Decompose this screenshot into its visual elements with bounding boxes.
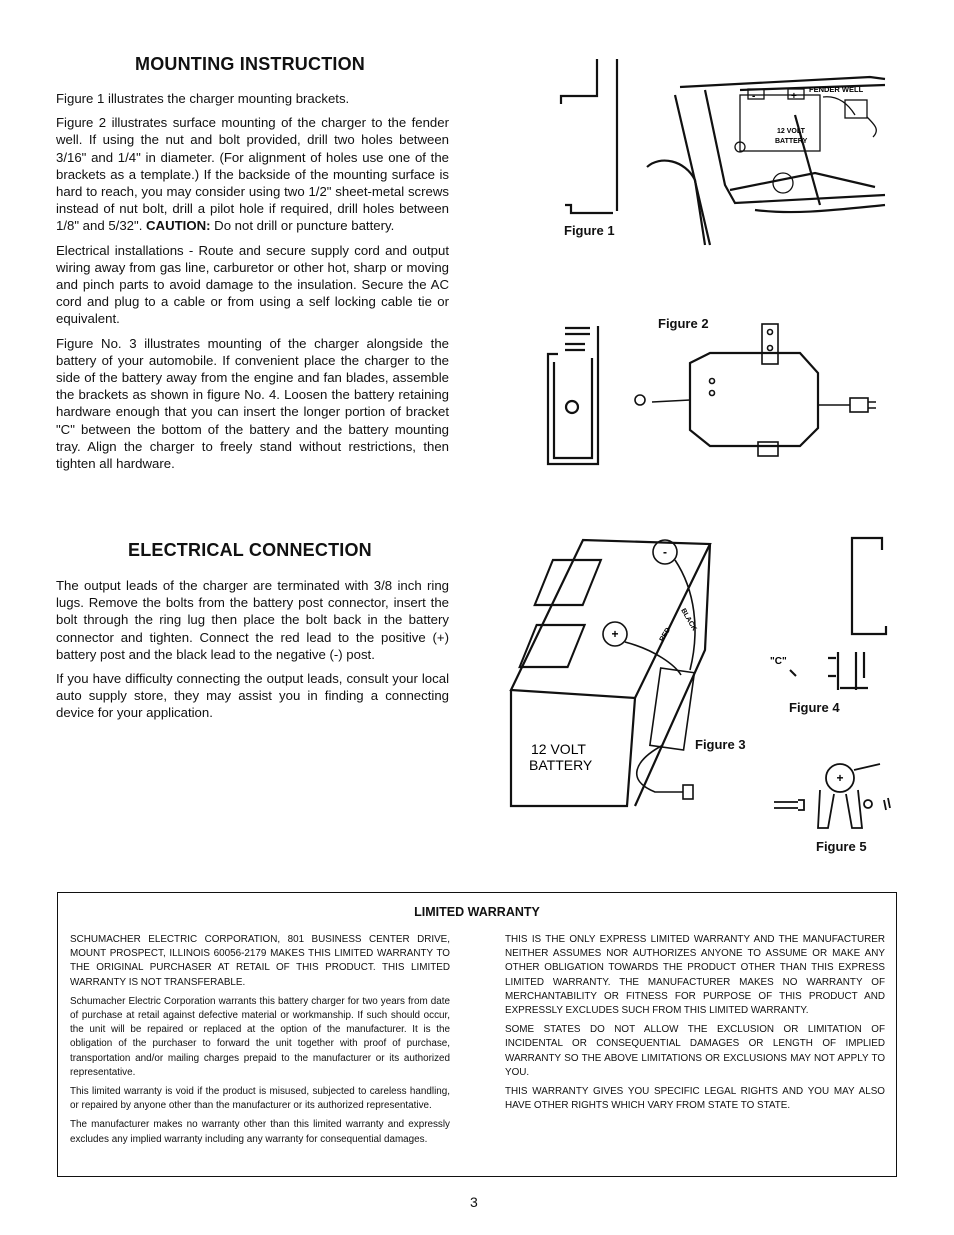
- limited-warranty-box: [57, 892, 897, 1177]
- fender-well-label: FENDER WELL: [809, 85, 864, 94]
- mounting-paragraph: Figure 1 illustrates the charger mounting brackets.: [56, 91, 350, 106]
- black-lead-label: BLACK: [679, 607, 698, 633]
- figure-1-label: Figure 1: [564, 223, 615, 238]
- warranty-paragraph: Schumacher Electric Corporation warrants this battery charger for two years from date of purchase at retail against defective material or workmanship. If such should occur, the unit will be repaired or replaced at the option of the manufacturer. It is the obligation of the purchaser to forward the unit together with proof of purchase, transportation and/or mailing charges prepaid to the manufacturer or its authorized representative.: [70, 995, 450, 1078]
- warranty-paragraph: SCHUMACHER ELECTRIC CORPORATION, 801 BUSINESS CENTER DRIVE, MOUNT PROSPECT, ILLINOIS 60056-2179 MAKES THIS LIMITED WARRANTY TO THE ORIGINAL PURCHASER AT RETAIL OF THIS PRODUCT. THIS LIMITED WARRANTY IS NOT TRANSFERABLE.: [70, 934, 450, 988]
- figure-3-illustration: [505, 530, 725, 810]
- battery-label-line1: 12 VOLT: [777, 128, 805, 135]
- figure-2-illustration: [540, 318, 890, 468]
- figure-4-label: Figure 4: [789, 700, 840, 715]
- figure-3-label: Figure 3: [695, 737, 746, 752]
- caution-label: CAUTION:: [146, 218, 211, 234]
- mounting-text: [56, 90, 449, 479]
- mounting-p2-text: Figure 2 illustrates surface mounting of the charger to the fender well. If using the nut and bolt provided, drill two holes between 3/16" and 1/4" in diameter. (For alignment of holes use one of the brackets as a template.) If the backside of the mounting surface is hard to reach, you may consider using two 1/2" sheet-metal screws instead of nut bolt, drill a pilot hole if required, drill holes between 1/8" and 5/32".: [56, 115, 449, 234]
- electrical-text: [56, 577, 449, 729]
- electrical-heading: ELECTRICAL CONNECTION: [128, 540, 372, 560]
- mounting-paragraph: Figure No. 3 illustrates mounting of the charger alongside the battery of your automobile. If convenient place the charger to the side of the battery away from the engine and fan blades, assemble the brackets as shown in figure No. 4. Loosen the battery retaining hardware enough that you can insert the longer portion of bracket "C" between the bottom of the battery and the battery mounting tray. Align the charger to freely stand without restrictions, then tighten all hardware.: [56, 335, 449, 472]
- page-number: 3: [470, 1194, 478, 1210]
- warranty-paragraph: The manufacturer makes no warranty other than this limited warranty and expressly excludes any implied warranty including any warranty for consequential damages.: [70, 1119, 450, 1145]
- electrical-paragraph: The output leads of the charger are terminated with 3/8 inch ring lugs. Remove the bolts from the battery post connector, insert the bolt through the ring lug then place the bolt back in the battery connector and tighten. Connect the red lead to the positive (+) battery post and the black lead to the negative (-) post.: [56, 578, 449, 662]
- battery-label-line1: 12 VOLT: [531, 741, 586, 757]
- figure-5-illustration: [770, 760, 900, 835]
- caution-text: Do not drill or puncture battery.: [210, 218, 395, 234]
- warranty-paragraph: This limited warranty is void if the product is misused, subjected to careless handling, or repaired by anyone other than the manufacturer or its authorized representative.: [70, 1086, 450, 1112]
- electrical-paragraph: If you have difficulty connecting the output leads, consult your local auto supply store, they may assist you in finding a connecting device for your application.: [56, 671, 449, 721]
- bracket-c-label: "C": [770, 656, 787, 667]
- warranty-paragraph: THIS WARRANTY GIVES YOU SPECIFIC LEGAL RIGHTS AND YOU MAY ALSO HAVE OTHER RIGHTS WHICH VARY FROM STATE TO STATE.: [505, 1086, 885, 1112]
- mounting-heading: MOUNTING INSTRUCTION: [135, 54, 365, 74]
- minus-sign: -: [752, 91, 756, 102]
- plus-sign: +: [611, 627, 619, 641]
- battery-label-line2: BATTERY: [529, 757, 593, 773]
- red-lead-label: RED: [658, 626, 673, 643]
- mounting-paragraph: Electrical installations - Route and secure supply cord and output wiring away from gas line, carburetor or other hot, sharp or moving and pinch parts to avoid damage to the insulation. Secure the AC cord and plug to a cable or from using a self locking cable tie or equivalent.: [56, 242, 449, 327]
- figure-2-label: Figure 2: [658, 316, 709, 331]
- battery-label-line2: BATTERY: [775, 138, 808, 145]
- warranty-paragraph: SOME STATES DO NOT ALLOW THE EXCLUSION OR LIMITATION OF INCIDENTAL OR CONSEQUENTIAL DAMAGES OR LENGTH OF IMPLIED WARRANTY SO THE ABOVE LIMITATIONS OR EXCLUSIONS MAY NOT APPLY TO YOU.: [505, 1024, 885, 1078]
- warranty-paragraph: THIS IS THE ONLY EXPRESS LIMITED WARRANTY AND THE MANUFACTURER NEITHER ASSUMES NOR AUTHORIZES ANYONE TO ASSUME OR MAKE ANY OTHER OBLIGATION TOWARDS THE PRODUCT OTHER THAN THIS EXPRESS LIMITED WARRANTY. THE MANUFACTURER MAKES NO WARRANTY OF MERCHANTABILITY OR FITNESS FOR PURPOSE OF THIS PRODUCT AND EXPRESSLY EXCLUDES SUCH FROM THIS LIMITED WARRANTY.: [505, 934, 885, 1017]
- figure-4-illustration: [760, 530, 890, 700]
- plus-sign: +: [791, 91, 797, 102]
- minus-sign: -: [663, 545, 667, 559]
- warranty-title: LIMITED WARRANTY: [414, 905, 540, 919]
- warranty-left-column: [70, 933, 450, 1152]
- plus-sign: +: [836, 771, 844, 785]
- figure-5-label: Figure 5: [816, 839, 867, 854]
- warranty-right-column: [505, 933, 885, 1118]
- mounting-paragraph: [56, 114, 449, 234]
